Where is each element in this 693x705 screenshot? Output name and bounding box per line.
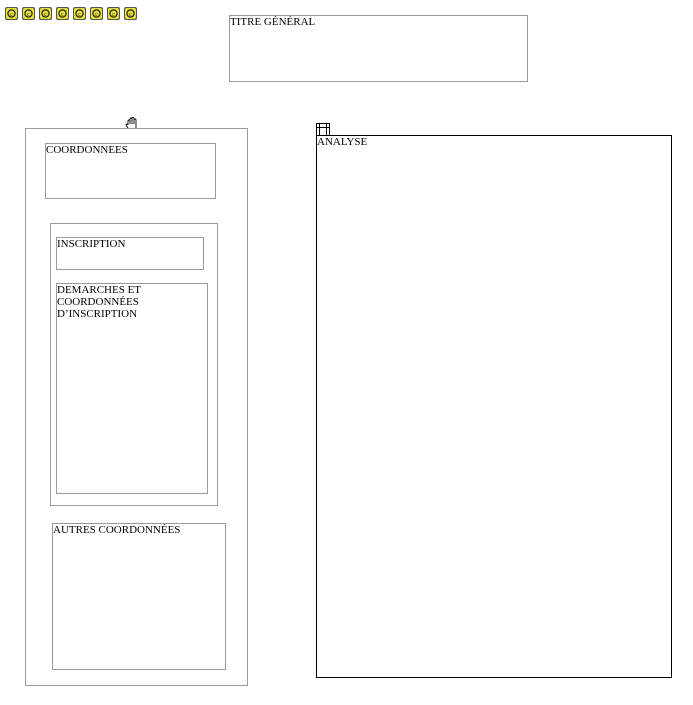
copyright-icon[interactable]	[72, 6, 88, 22]
coordonnees-frame[interactable]	[45, 143, 216, 199]
inscription-frame[interactable]	[56, 237, 204, 270]
copyright-icon[interactable]	[123, 6, 139, 22]
inscription-label: INSCRIPTION	[57, 238, 126, 250]
analyse-label: ANALYSE	[317, 136, 368, 148]
autres-coordonnees-frame[interactable]	[52, 523, 226, 670]
copyright-icon[interactable]	[89, 6, 105, 22]
demarches-label: DEMARCHES ET COORDONNÉES D’INSCRIPTION	[57, 284, 142, 320]
svg-text:c: c	[44, 12, 47, 18]
analyse-frame[interactable]	[316, 135, 672, 678]
svg-text:c: c	[27, 12, 30, 18]
toolbar	[4, 6, 139, 22]
copyright-icon[interactable]	[38, 6, 54, 22]
title-frame[interactable]	[229, 15, 528, 82]
svg-text:c: c	[112, 12, 115, 18]
autres-coordonnees-label: AUTRES COORDONNÉES	[53, 524, 181, 536]
svg-text:c: c	[95, 12, 98, 18]
coordonnees-label: COORDONNEES	[46, 144, 128, 156]
svg-text:c: c	[61, 12, 64, 18]
svg-text:c: c	[78, 12, 81, 18]
demarches-frame[interactable]	[56, 283, 208, 494]
svg-text:c: c	[129, 12, 132, 18]
copyright-icon[interactable]	[21, 6, 37, 22]
copyright-icon[interactable]	[55, 6, 71, 22]
page-title: TITRE GÉNÉRAL	[230, 16, 316, 28]
svg-text:c: c	[10, 12, 13, 18]
copyright-icon[interactable]	[4, 6, 20, 22]
copyright-icon[interactable]	[106, 6, 122, 22]
